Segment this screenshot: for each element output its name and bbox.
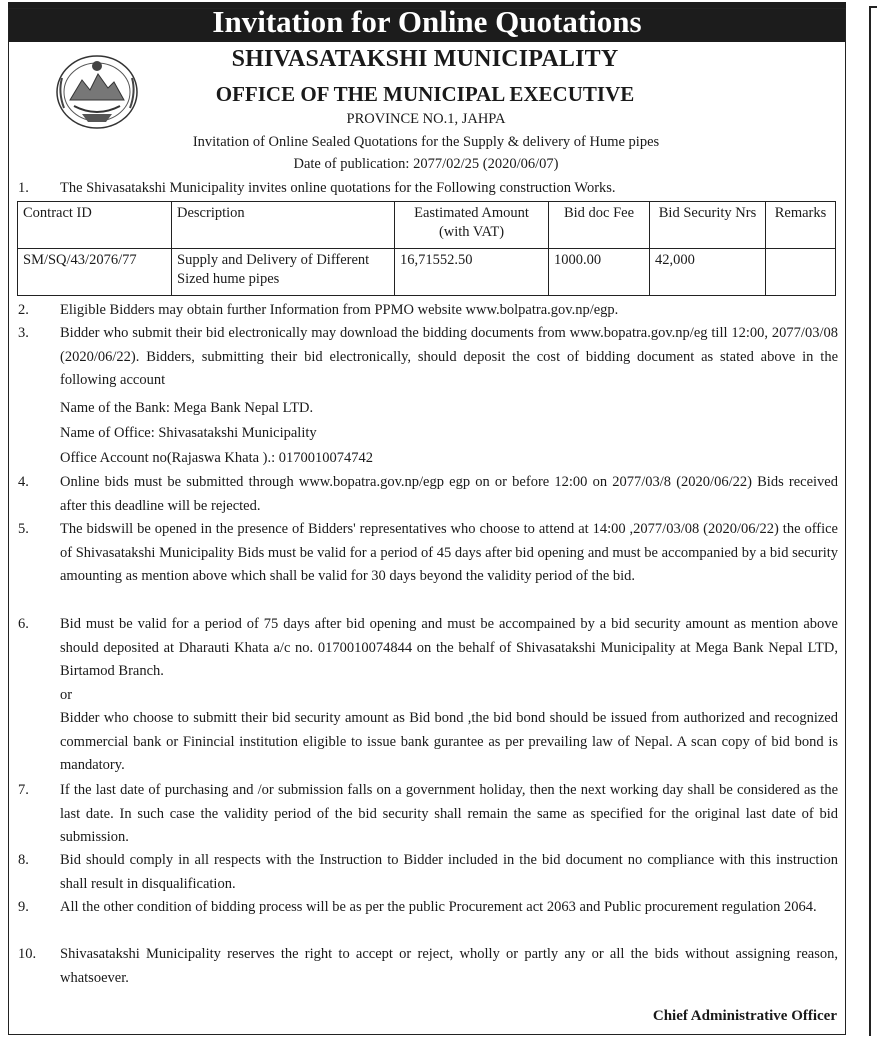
cell-description: Supply and Delivery of Different Sized hume pipes <box>172 249 395 296</box>
clause-text: Eligible Bidders may obtain further Information from PPMO website www.bolpatra.gov.np/egp. <box>60 302 619 318</box>
adjacent-column-edge <box>869 6 877 1036</box>
clause-number: 10. <box>18 946 37 962</box>
clause-number: 7. <box>18 782 29 798</box>
header-description: Description <box>172 202 395 249</box>
cell-fee: 1000.00 <box>549 249 650 296</box>
clause-text: Bid should comply in all respects with the Instruction to Bidder included in the bid document no compliance with this instruction shall result in disqualification. <box>60 852 838 892</box>
clause-text: Bidder who submit their bid electronically may download the bidding documents from www.bopatra.gov.np/eg till 12:00, 2077/03/08 (2020/06/22). Bidders, submitting their bid electronically, should deposit the cost of bidding document as stated above in the following account <box>60 325 838 388</box>
clause-number: 8. <box>18 852 29 868</box>
clause-number: 5. <box>18 521 29 537</box>
clause-text: The Shivasatakshi Municipality invites online quotations for the Following construction Works. <box>60 180 616 196</box>
clause-text: All the other condition of bidding process will be as per the public Procurement act 2063 and Public procurement regulation 2064. <box>60 899 817 915</box>
contract-table <box>17 201 836 296</box>
municipality-name: SHIVASATAKSHI MUNICIPALITY <box>231 46 619 72</box>
cell-remarks <box>766 249 836 296</box>
clause-text: Bid must be valid for a period of 75 days after bid opening and must be accompained by a bid security amount as mention above should deposited at Dharauti Khata a/c no. 0170010074844 on the behalf of Shivasatakshi Municipality at Mega Bank Nepal LTD, Birtamod Branch. <box>60 616 838 679</box>
table-row <box>18 249 836 296</box>
clause-number: 6. <box>18 616 29 632</box>
province-line: PROVINCE NO.1, JAHPA <box>346 111 506 127</box>
clause-number: 2. <box>18 302 29 318</box>
office-name: OFFICE OF THE MUNICIPAL EXECUTIVE <box>215 82 635 106</box>
header-fee: Bid doc Fee <box>549 202 650 249</box>
publication-date: Date of publication: 2077/02/25 (2020/06/07) <box>293 156 559 172</box>
cell-contract-id: SM/SQ/43/2076/77 <box>18 249 172 296</box>
clause-number: 4. <box>18 474 29 490</box>
header-remarks: Remarks <box>766 202 836 249</box>
clause-text: If the last date of purchasing and /or submission falls on a government holiday, then the next working day shall be considered as the last date. In such case the validity period of the bid security shall remain the same as specified for the original last date of bid submission. <box>60 782 838 845</box>
cell-security: 42,000 <box>650 249 766 296</box>
notice-banner: Invitation for Online Quotations <box>8 2 846 42</box>
signature-line: Chief Administrative Officer <box>652 1008 837 1024</box>
clause-text: The bidswill be opened in the presence of Bidders' representatives who choose to attend at 14:00 ,2077/03/08 (2020/06/22) the office of Shivasatakshi Municipality Bids must be valid for a period of 45 days after bid opening and must be accompanied by a bid security amounting as mention above which shall be valid for 30 days beyond the validity period of the bid. <box>60 521 838 584</box>
clause-text: Online bids must be submitted through www.bopatra.gov.np/egp egp on or before 12:00 on 2077/03/8 (2020/06/22) Bids received after this deadline will be rejected. <box>60 474 838 514</box>
table-header-row <box>18 202 836 249</box>
clause-text: Shivasatakshi Municipality reserves the right to accept or reject, wholly or partly any or all the bids without assigning reason, whatsoever. <box>60 946 838 986</box>
header-amount: Eastimated Amount (with VAT) <box>395 202 549 249</box>
clause-number: 9. <box>18 899 29 915</box>
clause-number: 3. <box>18 325 29 341</box>
header-contract-id: Contract ID <box>18 202 172 249</box>
header-security: Bid Security Nrs <box>650 202 766 249</box>
clause-number: 1. <box>18 180 29 196</box>
cell-amount: 16,71552.50 <box>395 249 549 296</box>
subject-line: Invitation of Online Sealed Quotations for the Supply & delivery of Hume pipes <box>192 134 660 150</box>
